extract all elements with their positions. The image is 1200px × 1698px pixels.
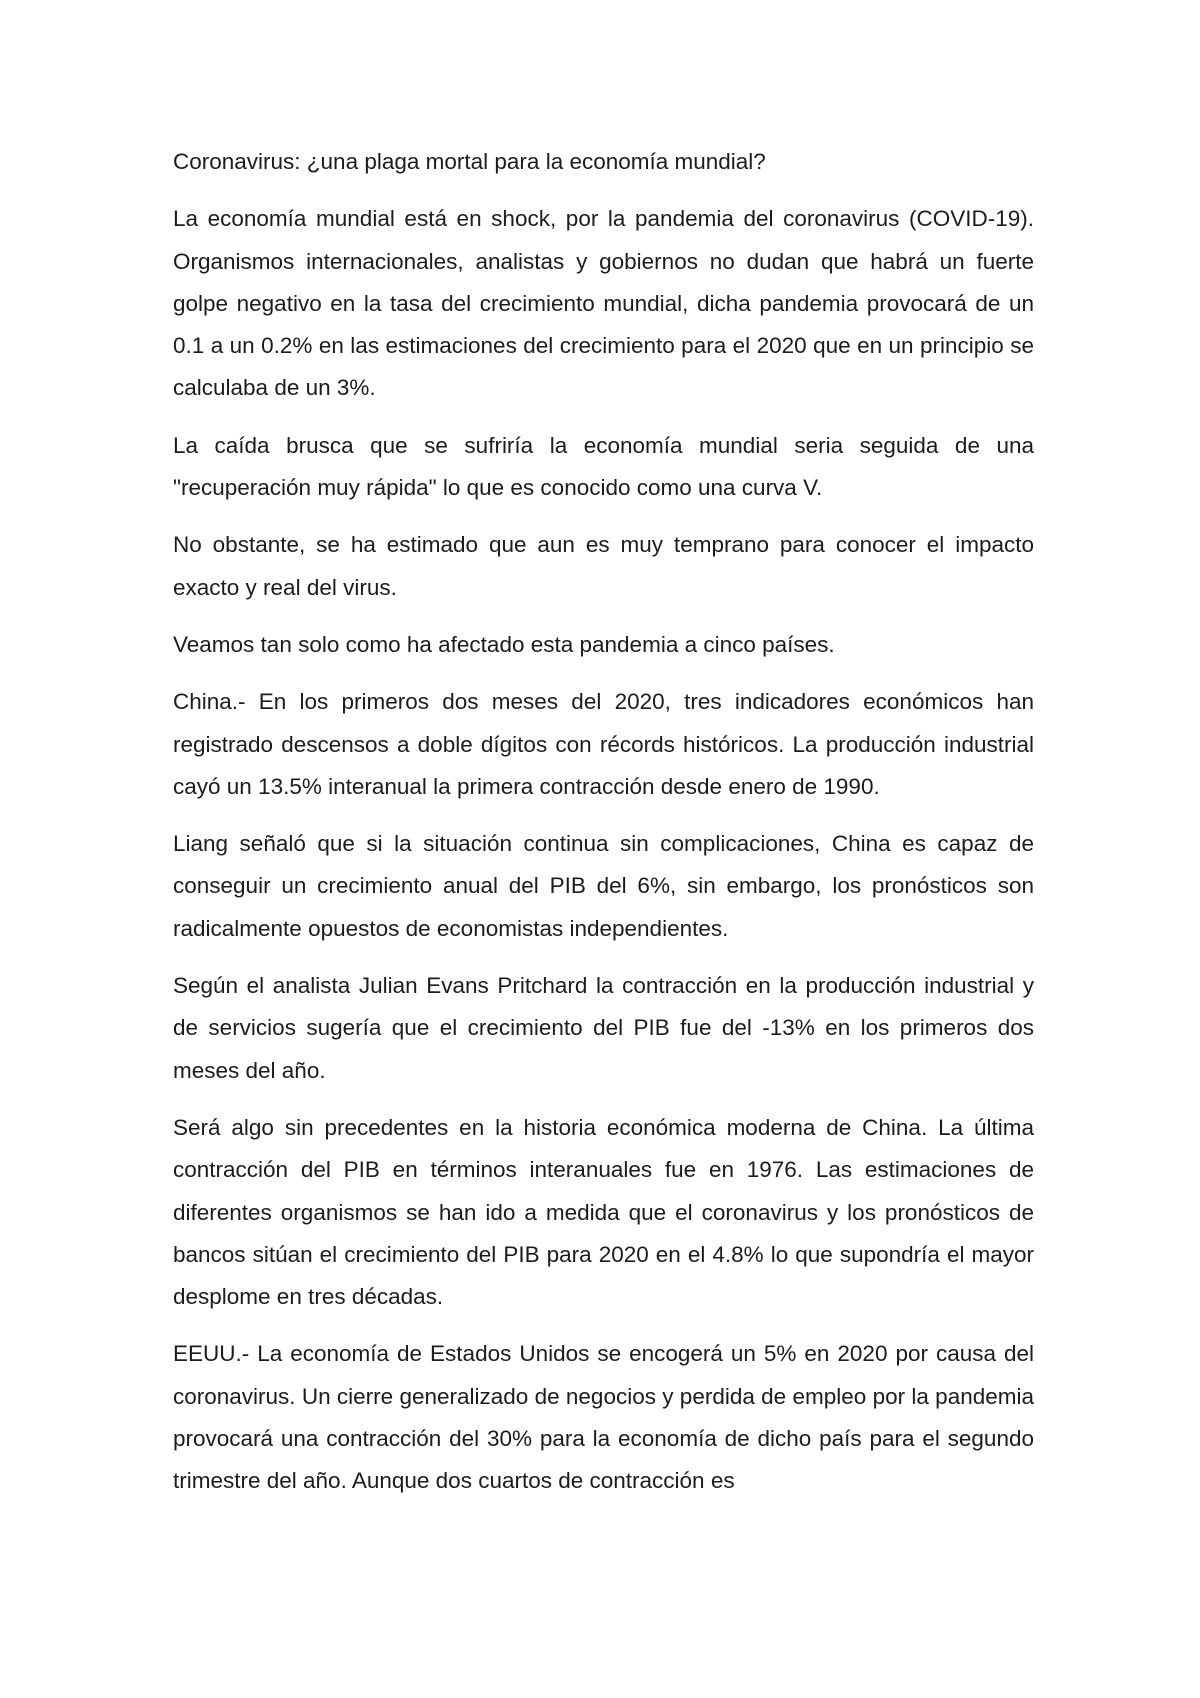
paragraph-five-countries: Veamos tan solo como ha afectado esta pandemia a cinco países.	[173, 631, 835, 657]
paragraph-v-curve: La caída brusca que se sufriría la economía mundial seria seguida de una "recuperación muy rápida" lo que es conocido como una curva V.	[173, 432, 1034, 501]
paragraph-intro: La economía mundial está en shock, por la pandemia del coronavirus (COVID-19). Organismos internacionales, analistas y gobiernos no dudan que habrá un fuerte golpe negativo en la tasa del crecimiento mundial, dicha pandemia provocará de un 0.1 a un 0.2% en las estimaciones del crecimiento para el 2020 que en un principio se calculaba de un 3%.	[173, 206, 1034, 401]
document-body	[173, 141, 1034, 1518]
paragraph-precedent: Será algo sin precedentes en la historia económica moderna de China. La última contracción del PIB en términos interanuales fue en 1976. Las estimaciones de diferentes organismos se han ido a medida que el coronavirus y los pronósticos de bancos sitúan el crecimiento del PIB para 2020 en el 4.8% lo que supondría el mayor desplome en tres décadas.	[173, 1114, 1034, 1310]
paragraph-liang: Liang señaló que si la situación continua sin complicaciones, China es capaz de conseguir un crecimiento anual del PIB del 6%, sin embargo, los pronósticos son radicalmente opuestos de economistas independientes.	[173, 831, 1034, 941]
paragraph-china: China.- En los primeros dos meses del 2020, tres indicadores económicos han registrado descensos a doble dígitos con récords históricos. La producción industrial cayó un 13.5% interanual la primera contracción desde enero de 1990.	[173, 689, 1034, 799]
paragraph-eeuu: EEUU.- La economía de Estados Unidos se encogerá un 5% en 2020 por causa del coronavirus. Un cierre generalizado de negocios y perdida de empleo por la pandemia provocará una contracción del 30% para la economía de dicho país para el segundo trimestre del año. Aunque dos cuartos de contracción es	[173, 1341, 1034, 1494]
paragraph-pritchard: Según el analista Julian Evans Pritchard la contracción en la producción industrial y de servicios sugería que el crecimiento del PIB fue del -13% en los primeros dos meses del año.	[173, 973, 1034, 1083]
paragraph-impact: No obstante, se ha estimado que aun es muy temprano para conocer el impacto exacto y real del virus.	[173, 532, 1034, 600]
document-title: Coronavirus: ¿una plaga mortal para la economía mundial?	[173, 149, 766, 174]
